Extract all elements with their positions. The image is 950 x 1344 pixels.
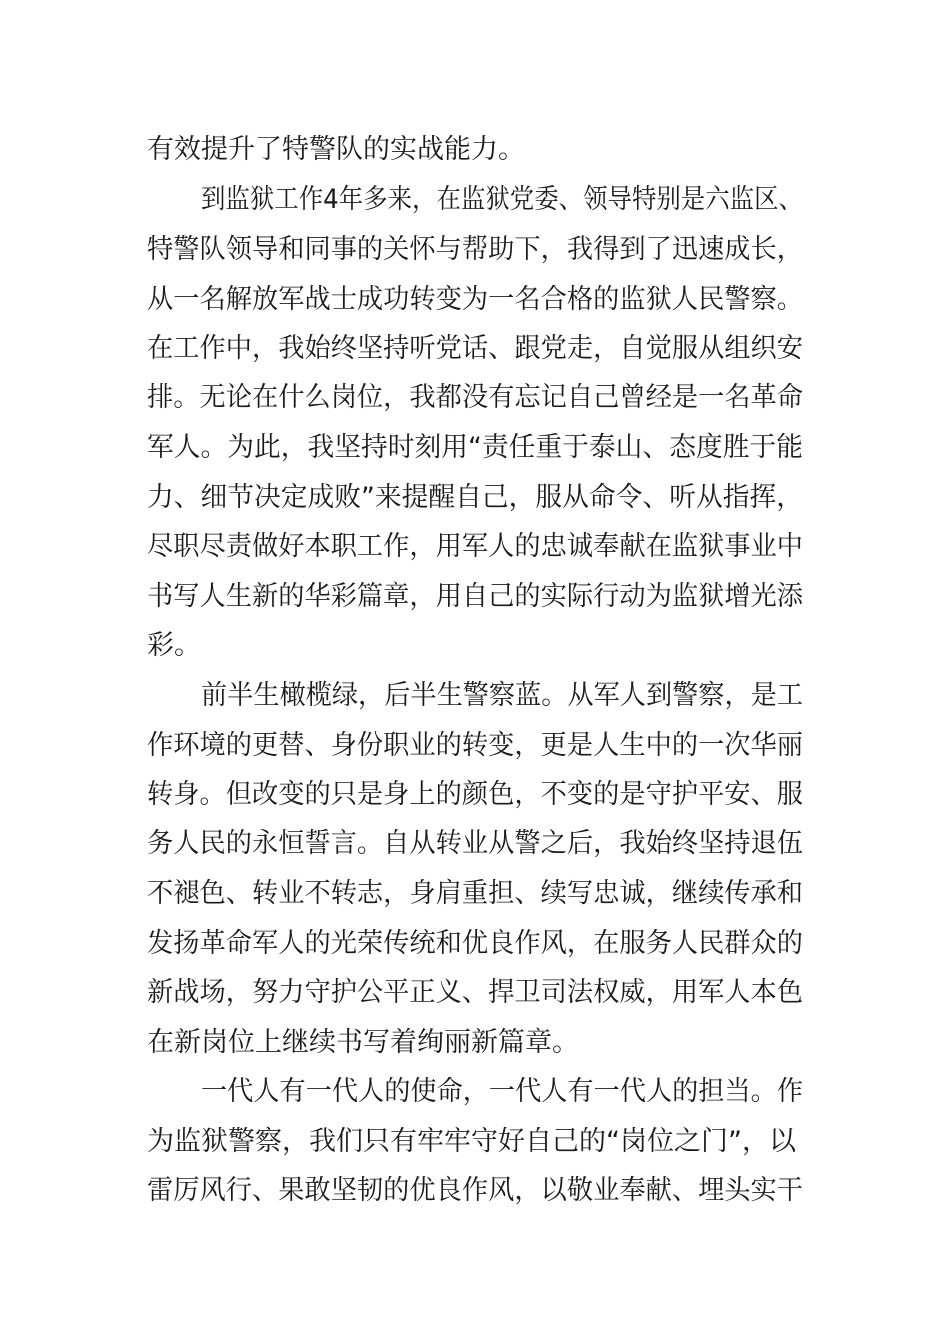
line-text: 军人。为此，我坚持时刻用“责任重于泰山、态度胜于能 <box>147 432 803 463</box>
line-text: 发扬革命军人的光荣传统和优良作风，在服务人民群众的 <box>147 928 804 959</box>
line-text: 转身。但改变的只是身上的颜色，不变的是守护平安、服 <box>147 779 804 810</box>
text-line-6 <box>0 376 950 420</box>
line-text: 从一名解放军战士成功转变为一名合格的监狱人民警察。 <box>147 284 804 315</box>
line-text: 一代人有一代人的使命，一代人有一代人的担当。作 <box>201 1076 803 1107</box>
text-line-2 <box>0 178 950 222</box>
text-line-13 <box>0 724 950 768</box>
line-text: 书写人生新的华彩篇章，用自己的实际行动为监狱增光添 <box>147 581 804 612</box>
line-text: 在工作中，我始终坚持听党话、跟党走，自觉服从组织安 <box>147 333 804 364</box>
line-text: 不褪色、转业不转志，身肩重担、续写忠诚，继续传承和 <box>147 878 804 909</box>
line-text: 到监狱工作4年多来，在监狱党委、领导特别是六监区、 <box>201 184 803 215</box>
text-line-12 <box>0 674 950 718</box>
text-line-18 <box>0 971 950 1015</box>
line-text: 特警队领导和同事的关怀与帮助下，我得到了迅速成长， <box>147 234 804 265</box>
text-line-17 <box>0 922 950 966</box>
text-line-4 <box>0 278 950 322</box>
text-line-20 <box>0 1070 950 1114</box>
line-text: 作环境的更替、身份职业的转变，更是人生中的一次华丽 <box>147 730 804 761</box>
line-text: 在新岗位上继续书写着绚丽新篇章。 <box>147 1027 579 1058</box>
text-line-16 <box>0 872 950 916</box>
text-line-5 <box>0 327 950 371</box>
line-text: 尽职尽责做好本职工作，用军人的忠诚奉献在监狱事业中 <box>147 531 804 562</box>
line-text: 为监狱警察，我们只有牢牢守好自己的“岗位之门”，以 <box>147 1126 796 1157</box>
line-text: 新战场，努力守护公平正义、捍卫司法权威，用军人本色 <box>147 977 804 1008</box>
line-text: 力、细节决定成败”来提醒自己，服从命令、听从指挥， <box>147 482 803 513</box>
text-line-8 <box>0 476 950 520</box>
text-line-21 <box>0 1120 950 1164</box>
line-text: 彩。 <box>147 630 201 661</box>
text-line-11 <box>0 624 950 668</box>
text-line-9 <box>0 525 950 569</box>
text-line-1 <box>0 128 950 172</box>
text-line-10 <box>0 575 950 619</box>
text-line-14 <box>0 773 950 817</box>
text-line-19 <box>0 1021 950 1065</box>
line-text: 务人民的永恒誓言。自从转业从警之后，我始终坚持退伍 <box>147 828 804 859</box>
text-line-22 <box>0 1169 950 1213</box>
line-text: 前半生橄榄绿，后半生警察蓝。从军人到警察，是工 <box>201 680 803 711</box>
line-text: 有效提升了特警队的实战能力。 <box>147 134 525 165</box>
text-line-7 <box>0 426 950 470</box>
line-text: 雷厉风行、果敢坚韧的优良作风，以敬业奉献、埋头实干 <box>147 1175 804 1206</box>
text-line-3 <box>0 228 950 272</box>
line-text: 排。无论在什么岗位，我都没有忘记自己曾经是一名革命 <box>147 382 804 413</box>
text-line-15 <box>0 822 950 866</box>
